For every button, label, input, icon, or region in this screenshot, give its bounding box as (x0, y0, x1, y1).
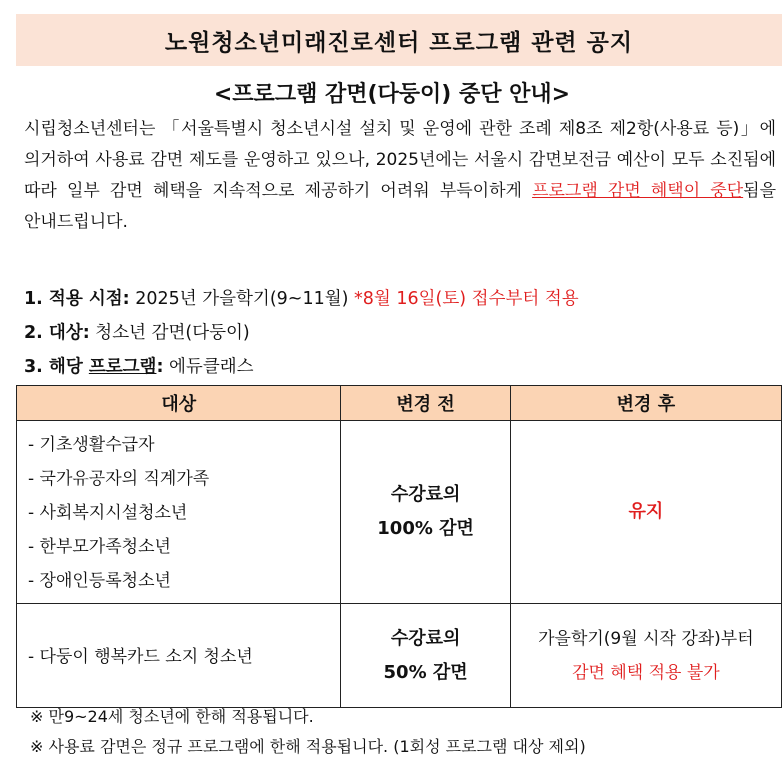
info-label: 2. 대상: (24, 323, 90, 343)
header-target: 대상 (17, 386, 341, 421)
before-line: 100% 감면 (377, 518, 474, 539)
after-cell (510, 604, 781, 708)
header-after: 변경 후 (510, 386, 781, 421)
info-label-suffix: : (156, 357, 164, 377)
info-label-prefix: 3. 해당 (24, 357, 89, 377)
notice-subtitle: <프로그램 감면(다둥이) 중단 안내> (213, 82, 571, 107)
footnotes (30, 702, 586, 762)
info-list (24, 282, 776, 384)
target-cell (17, 421, 341, 604)
table-row (17, 421, 782, 604)
after-red: 감면 혜택 적용 불가 (572, 662, 720, 683)
info-item-program (24, 350, 776, 384)
intro-text-1: 시립청소년센터는 「서울특별시 청소년시설 설치 및 운영에 관한 조례 제8조 제2항(사용료 등)」에 의거하여 사용료 감면 제도를 운영하고 있으나, 2025년에는 서울시 감면보전금 예산이 모두 소진됨에 따라 일부 감면 혜택을 지속적으로 제공하기 어려워 부득이하게 (24, 119, 776, 201)
target-list (18, 422, 339, 602)
info-label: 1. 적용 시점: (24, 289, 130, 309)
info-value: 에듀클래스 (163, 357, 254, 377)
notice-title: 노원청소년미래진로센터 프로그램 관련 공지 (164, 29, 634, 56)
target-list (18, 634, 339, 678)
list-item: - 사회복지시설청소년 (28, 503, 188, 523)
list-item: - 다둥이 행복카드 소지 청소년 (28, 646, 253, 667)
list-item: - 국가유공자의 직계가족 (28, 469, 210, 489)
target-cell (17, 604, 341, 708)
intro-text-2: 됨을 안내드립니다. (24, 181, 776, 232)
after-plain: 가을학기(9월 시작 강좌)부터 (538, 628, 754, 649)
info-label-underlined: 프로그램 (88, 357, 157, 377)
table-row (17, 604, 782, 708)
after-cell (510, 421, 781, 604)
before-line: 수강료의 (390, 484, 461, 505)
before-line: 50% 감면 (383, 661, 468, 683)
info-item-apply-time (24, 282, 776, 316)
intro-paragraph (24, 114, 776, 238)
before-cell (341, 421, 510, 604)
info-value: 2025년 가을학기(9~11월) (129, 289, 355, 309)
info-value: 청소년 감면(다둥이) (89, 323, 250, 343)
footnote: ※ 만9~24세 청소년에 한해 적용됩니다. (30, 707, 314, 726)
before-line: 수강료의 (390, 627, 461, 649)
list-item: - 한부모가족청소년 (28, 537, 171, 557)
footnote: ※ 사용료 감면은 정규 프로그램에 한해 적용됩니다. (1회성 프로그램 대상 제외) (30, 737, 586, 756)
intro-highlight: 프로그램 감면 혜택이 중단 (532, 181, 744, 201)
change-table (16, 385, 782, 708)
list-item: - 기초생활수급자 (28, 435, 155, 455)
after-red: 유지 (628, 501, 664, 522)
table-header-row (17, 386, 782, 421)
header-before: 변경 전 (341, 386, 510, 421)
notice-header (16, 14, 782, 66)
before-cell (341, 604, 510, 708)
list-item: - 장애인등록청소년 (28, 571, 171, 591)
info-item-target (24, 316, 776, 350)
info-note: *8월 16일(토) 접수부터 적용 (354, 289, 579, 309)
